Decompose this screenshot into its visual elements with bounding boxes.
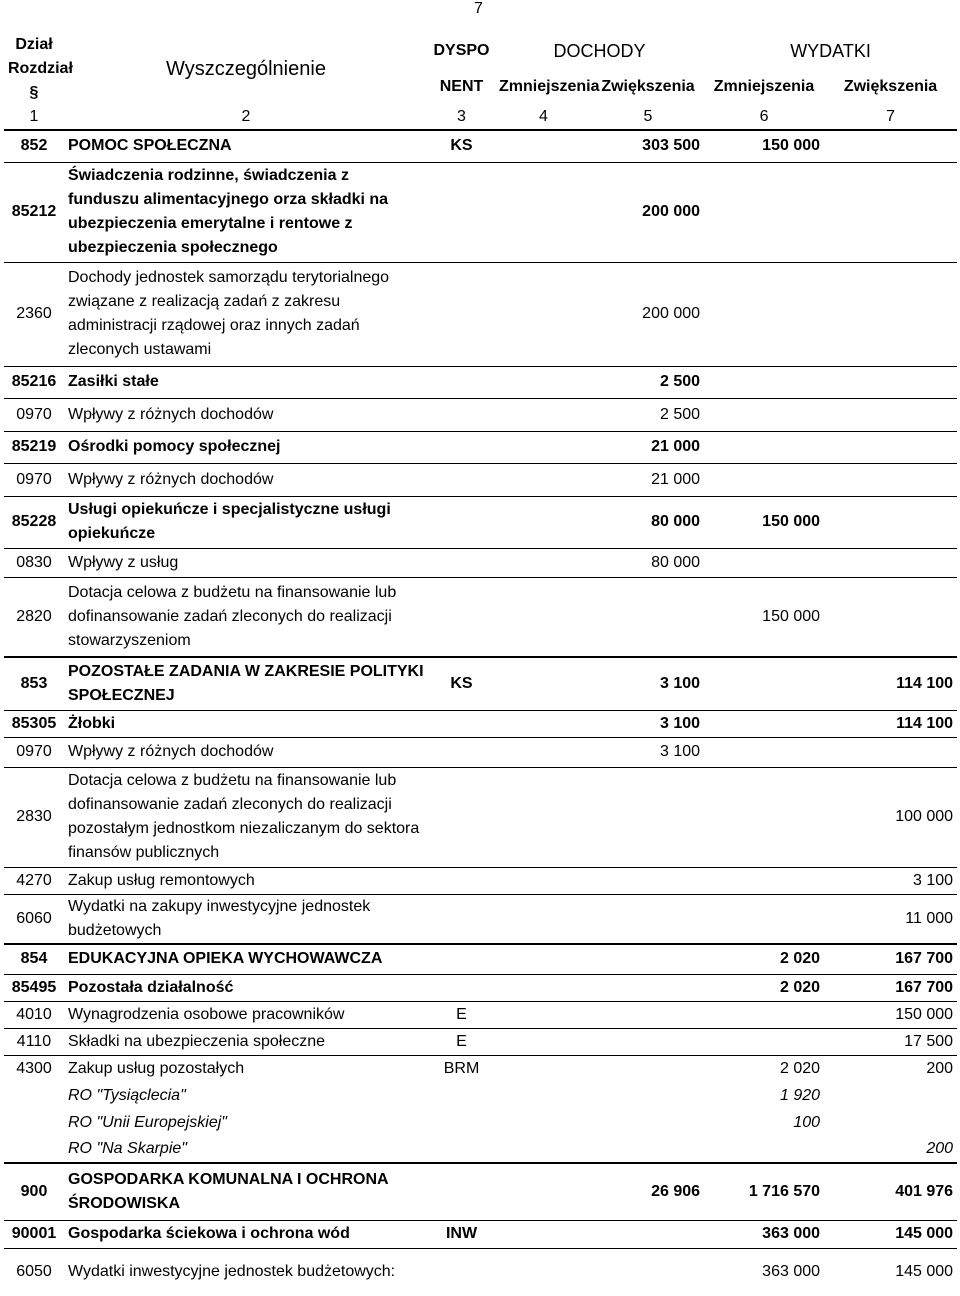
row-wydatki-zmniejszenia: 2 020 <box>704 944 824 974</box>
row-wydatki-zwiekszenia <box>824 431 957 463</box>
row-wydatki-zmniejszenia: 363 000 <box>704 1248 824 1296</box>
row-wydatki-zwiekszenia <box>824 577 957 657</box>
header-row-top <box>4 33 957 69</box>
row-dochody-zmniejszenia <box>495 737 592 767</box>
row-dochody-zwiekszenia: 3 100 <box>592 737 704 767</box>
row-dochody-zwiekszenia: 80 000 <box>592 548 704 577</box>
row-code: 4110 <box>4 1028 64 1055</box>
table-row <box>4 1163 957 1220</box>
row-description: Wpływy z usług <box>64 548 428 577</box>
table-row <box>4 1248 957 1296</box>
row-dysponent <box>428 1248 495 1296</box>
header-wydatki: WYDATKI <box>790 41 871 61</box>
row-description: Zasiłki stałe <box>64 366 428 398</box>
row-dochody-zwiekszenia: 80 000 <box>592 496 704 548</box>
table-row <box>4 767 957 867</box>
row-code <box>4 1109 64 1136</box>
row-dochody-zwiekszenia <box>592 1220 704 1248</box>
row-description: Ośrodki pomocy społecznej <box>64 431 428 463</box>
row-code: 0970 <box>4 463 64 496</box>
header-col1: Dział Rozdział § <box>8 36 73 101</box>
row-description: Usługi opiekuńcze i specjalistyczne usługi opiekuńcze <box>64 496 428 548</box>
row-dochody-zmniejszenia <box>495 463 592 496</box>
table-row <box>4 577 957 657</box>
row-dysponent <box>428 366 495 398</box>
row-wydatki-zmniejszenia <box>704 366 824 398</box>
row-code: 2830 <box>4 767 64 867</box>
row-wydatki-zwiekszenia <box>824 737 957 767</box>
page-number: 7 <box>474 0 483 17</box>
row-wydatki-zwiekszenia <box>824 1082 957 1109</box>
row-dysponent <box>428 974 495 1001</box>
row-wydatki-zmniejszenia <box>704 431 824 463</box>
row-wydatki-zmniejszenia: 363 000 <box>704 1220 824 1248</box>
table-row <box>4 548 957 577</box>
row-dysponent: KS <box>428 657 495 710</box>
row-dysponent <box>428 548 495 577</box>
row-dysponent <box>428 710 495 737</box>
row-dochody-zwiekszenia <box>592 1082 704 1109</box>
table-row <box>4 398 957 431</box>
row-dysponent: E <box>428 1028 495 1055</box>
header-dochody: DOCHODY <box>553 41 646 61</box>
row-dochody-zwiekszenia <box>592 894 704 944</box>
row-dochody-zmniejszenia <box>495 1248 592 1296</box>
row-dysponent <box>428 1109 495 1136</box>
row-description: Wpływy z różnych dochodów <box>64 463 428 496</box>
row-description: Zakup usług pozostałych <box>64 1055 428 1082</box>
row-wydatki-zwiekszenia: 150 000 <box>824 1001 957 1028</box>
row-wydatki-zmniejszenia <box>704 463 824 496</box>
row-dochody-zmniejszenia <box>495 548 592 577</box>
table-row <box>4 737 957 767</box>
row-dysponent <box>428 867 495 894</box>
row-dochody-zmniejszenia <box>495 1136 592 1163</box>
row-dochody-zmniejszenia <box>495 262 592 366</box>
row-wydatki-zmniejszenia: 100 <box>793 1113 821 1131</box>
table-row <box>4 496 957 548</box>
row-code: 2360 <box>4 262 64 366</box>
row-dochody-zmniejszenia <box>495 657 592 710</box>
header-nent: NENT <box>439 78 484 95</box>
row-wydatki-zwiekszenia: 11 000 <box>824 894 957 944</box>
table-row <box>4 1109 957 1136</box>
row-wydatki-zmniejszenia <box>704 1001 824 1028</box>
header-wydatki-zwi: Zwiększenia <box>843 78 938 95</box>
row-dysponent <box>428 463 495 496</box>
table-row <box>4 1055 957 1082</box>
row-dochody-zmniejszenia <box>495 710 592 737</box>
row-dochody-zwiekszenia <box>592 1248 704 1296</box>
row-wydatki-zwiekszenia: 145 000 <box>824 1220 957 1248</box>
row-dysponent <box>428 944 495 974</box>
row-description: EDUKACYJNA OPIEKA WYCHOWAWCZA <box>64 944 428 974</box>
row-dochody-zwiekszenia <box>592 1055 704 1082</box>
row-wydatki-zwiekszenia <box>824 130 957 162</box>
row-code: 6050 <box>4 1248 64 1296</box>
row-wydatki-zmniejszenia: 150 000 <box>704 577 824 657</box>
row-wydatki-zwiekszenia: 100 000 <box>824 767 957 867</box>
header-description: Wyszczególnienie <box>166 58 326 80</box>
row-wydatki-zwiekszenia: 401 976 <box>824 1163 957 1220</box>
row-dochody-zwiekszenia: 200 000 <box>592 162 704 262</box>
row-wydatki-zwiekszenia: 114 100 <box>824 657 957 710</box>
budget-table <box>4 33 957 1296</box>
row-code: 85495 <box>4 974 64 1001</box>
row-dysponent <box>428 767 495 867</box>
table-row <box>4 431 957 463</box>
table-row <box>4 710 957 737</box>
row-wydatki-zwiekszenia: 167 700 <box>824 944 957 974</box>
row-wydatki-zmniejszenia <box>704 548 824 577</box>
row-dochody-zwiekszenia: 3 100 <box>592 657 704 710</box>
row-code: 4300 <box>4 1055 64 1082</box>
row-description: RO "Unii Europejskiej" <box>68 1113 227 1131</box>
row-code: 854 <box>4 944 64 974</box>
row-dochody-zwiekszenia <box>592 577 704 657</box>
row-code: 853 <box>4 657 64 710</box>
row-dochody-zwiekszenia <box>592 867 704 894</box>
table-row <box>4 974 957 1001</box>
row-dochody-zmniejszenia <box>495 496 592 548</box>
header-dyspo: DYSPO <box>433 42 490 59</box>
row-dysponent <box>428 496 495 548</box>
table-row <box>4 1082 957 1109</box>
row-dysponent <box>428 262 495 366</box>
row-description: Świadczenia rodzinne, świadczenia z funduszu alimentacyjnego orza składki na ubezpieczenia emerytalne i rentowe z ubezpieczenia społecznego <box>64 162 428 262</box>
row-dochody-zwiekszenia: 3 100 <box>592 710 704 737</box>
row-dysponent <box>428 431 495 463</box>
table-row <box>4 1001 957 1028</box>
row-wydatki-zwiekszenia <box>824 366 957 398</box>
row-dochody-zwiekszenia <box>592 944 704 974</box>
row-code: 0830 <box>4 548 64 577</box>
row-dochody-zmniejszenia <box>495 1109 592 1136</box>
table-row <box>4 657 957 710</box>
row-dochody-zwiekszenia: 26 906 <box>592 1163 704 1220</box>
table-row <box>4 867 957 894</box>
row-description: POMOC SPOŁECZNA <box>68 137 232 155</box>
row-dochody-zwiekszenia: 2 500 <box>592 366 704 398</box>
row-dochody-zwiekszenia: 2 500 <box>592 398 704 431</box>
row-wydatki-zmniejszenia: 150 000 <box>704 496 824 548</box>
row-wydatki-zmniejszenia <box>704 398 824 431</box>
row-wydatki-zmniejszenia <box>704 767 824 867</box>
row-dysponent <box>428 1163 495 1220</box>
row-wydatki-zwiekszenia <box>824 1109 957 1136</box>
row-description: Dotacja celowa z budżetu na finansowanie lub dofinansowanie zadań zleconych do realizacji stowarzyszeniom <box>64 577 428 657</box>
row-description: Zakup usług remontowych <box>64 867 428 894</box>
row-dochody-zwiekszenia: 21 000 <box>592 431 704 463</box>
row-dochody-zmniejszenia <box>495 1220 592 1248</box>
row-dysponent: E <box>428 1001 495 1028</box>
row-dochody-zmniejszenia <box>495 366 592 398</box>
table-row <box>4 463 957 496</box>
row-wydatki-zwiekszenia: 167 700 <box>824 974 957 1001</box>
row-wydatki-zwiekszenia <box>824 262 957 366</box>
row-description: Żłobki <box>64 710 428 737</box>
header-wydatki-zmn: Zmniejszenia <box>713 78 815 95</box>
row-description: Gospodarka ściekowa i ochrona wód <box>64 1220 428 1248</box>
row-wydatki-zmniejszenia <box>704 710 824 737</box>
row-wydatki-zwiekszenia: 200 <box>824 1055 957 1082</box>
row-code: 4270 <box>4 867 64 894</box>
row-wydatki-zmniejszenia <box>704 262 824 366</box>
row-wydatki-zmniejszenia <box>704 894 824 944</box>
table-row <box>4 1028 957 1055</box>
row-wydatki-zmniejszenia <box>704 657 824 710</box>
table-row <box>4 1220 957 1248</box>
row-dochody-zmniejszenia <box>495 1082 592 1109</box>
header-dochody-zmn: Zmniejszenia <box>499 78 600 95</box>
table-row <box>4 894 957 944</box>
row-dochody-zwiekszenia <box>592 974 704 1001</box>
row-wydatki-zmniejszenia: 1 716 570 <box>704 1163 824 1220</box>
row-code: 85216 <box>4 366 64 398</box>
row-dochody-zmniejszenia <box>495 894 592 944</box>
row-description: Pozostała działalność <box>64 974 428 1001</box>
row-code: 852 <box>20 137 48 155</box>
row-code: 85219 <box>4 431 64 463</box>
row-dochody-zmniejszenia <box>495 867 592 894</box>
row-wydatki-zwiekszenia: 145 000 <box>824 1248 957 1296</box>
row-code: 6060 <box>4 894 64 944</box>
row-dochody-zwiekszenia: 21 000 <box>592 463 704 496</box>
row-wydatki-zwiekszenia <box>824 398 957 431</box>
row-dysponent: INW <box>428 1220 495 1248</box>
row-wydatki-zwiekszenia: 3 100 <box>824 867 957 894</box>
table-row <box>4 162 957 262</box>
table-row <box>4 1136 957 1163</box>
row-wydatki-zmniejszenia: 2 020 <box>704 974 824 1001</box>
row-code <box>4 1136 64 1163</box>
row-code: 85228 <box>4 496 64 548</box>
row-dochody-zmniejszenia <box>495 130 592 162</box>
table-row <box>4 130 957 162</box>
row-dochody-zmniejszenia <box>495 767 592 867</box>
row-wydatki-zmniejszenia <box>704 1136 824 1163</box>
row-wydatki-zmniejszenia: 1 920 <box>779 1086 821 1104</box>
row-code: 900 <box>4 1163 64 1220</box>
row-code: 90001 <box>4 1220 64 1248</box>
row-code <box>4 1082 64 1109</box>
row-wydatki-zmniejszenia <box>704 867 824 894</box>
table-row <box>4 944 957 974</box>
header-dochody-zwi: Zwiększenia <box>601 78 695 95</box>
row-wydatki-zmniejszenia: 2 020 <box>704 1055 824 1082</box>
row-wydatki-zmniejszenia <box>704 737 824 767</box>
row-dochody-zmniejszenia <box>495 398 592 431</box>
row-code: 0970 <box>4 737 64 767</box>
row-wydatki-zmniejszenia <box>704 1028 824 1055</box>
row-dochody-zmniejszenia <box>495 431 592 463</box>
row-dochody-zwiekszenia <box>592 1136 704 1163</box>
row-wydatki-zwiekszenia <box>824 463 957 496</box>
row-description: Wpływy z różnych dochodów <box>64 398 428 431</box>
row-code: 4010 <box>4 1001 64 1028</box>
row-dochody-zwiekszenia <box>592 1001 704 1028</box>
row-dysponent: KS <box>450 137 473 155</box>
row-description: Dochody jednostek samorządu terytorialnego związane z realizacją zadań z zakresu administracji rządowej oraz innych zadań zleconych ustawami <box>64 262 428 366</box>
row-dysponent <box>428 1136 495 1163</box>
row-dochody-zmniejszenia <box>495 1028 592 1055</box>
row-description: Wpływy z różnych dochodów <box>64 737 428 767</box>
row-dysponent <box>428 577 495 657</box>
row-dysponent <box>428 398 495 431</box>
row-description: Dotacja celowa z budżetu na finansowanie lub dofinansowanie zadań zleconych do realizacji pozostałym jednostkom niezaliczanym do sektora finansów publicznych <box>64 767 428 867</box>
row-wydatki-zwiekszenia <box>824 162 957 262</box>
row-dochody-zwiekszenia: 303 500 <box>642 137 701 155</box>
row-wydatki-zwiekszenia: 17 500 <box>824 1028 957 1055</box>
row-dochody-zwiekszenia <box>592 767 704 867</box>
row-dochody-zmniejszenia <box>495 944 592 974</box>
row-code: 0970 <box>4 398 64 431</box>
table-row <box>4 262 957 366</box>
row-dochody-zmniejszenia <box>495 974 592 1001</box>
row-code: 2820 <box>4 577 64 657</box>
row-wydatki-zwiekszenia <box>824 496 957 548</box>
row-dochody-zwiekszenia <box>592 1028 704 1055</box>
table-row <box>4 366 957 398</box>
row-dochody-zmniejszenia <box>495 1055 592 1082</box>
row-wydatki-zwiekszenia <box>824 548 957 577</box>
row-code: 85305 <box>4 710 64 737</box>
row-dochody-zwiekszenia <box>592 1109 704 1136</box>
row-dysponent <box>428 894 495 944</box>
row-description: Wydatki inwestycyjne jednostek budżetowych: <box>64 1248 428 1296</box>
row-wydatki-zwiekszenia: 200 <box>926 1140 954 1157</box>
row-wydatki-zmniejszenia <box>704 162 824 262</box>
column-numbers-row: 1 2 3 4 5 6 7 <box>4 105 957 130</box>
row-description: POZOSTAŁE ZADANIA W ZAKRESIE POLITYKI SPOŁECZNEJ <box>64 657 428 710</box>
row-dochody-zmniejszenia <box>495 162 592 262</box>
row-description: GOSPODARKA KOMUNALNA I OCHRONA ŚRODOWISKA <box>64 1163 428 1220</box>
row-dysponent: BRM <box>428 1055 495 1082</box>
row-dochody-zmniejszenia <box>495 1163 592 1220</box>
row-description: RO "Na Skarpie" <box>68 1140 187 1157</box>
row-description: Wydatki na zakupy inwestycyjne jednostek budżetowych <box>64 894 428 944</box>
row-dochody-zwiekszenia: 200 000 <box>592 262 704 366</box>
row-description: Wynagrodzenia osobowe pracowników <box>64 1001 428 1028</box>
row-dochody-zmniejszenia <box>495 577 592 657</box>
row-description: Składki na ubezpieczenia społeczne <box>64 1028 428 1055</box>
row-description: RO "Tysiąclecia" <box>68 1086 186 1104</box>
row-dochody-zmniejszenia <box>495 1001 592 1028</box>
row-dysponent <box>428 1082 495 1109</box>
row-wydatki-zmniejszenia: 150 000 <box>762 137 821 155</box>
row-wydatki-zwiekszenia: 114 100 <box>824 710 957 737</box>
row-code: 85212 <box>4 162 64 262</box>
row-dysponent <box>428 737 495 767</box>
row-dysponent <box>428 162 495 262</box>
